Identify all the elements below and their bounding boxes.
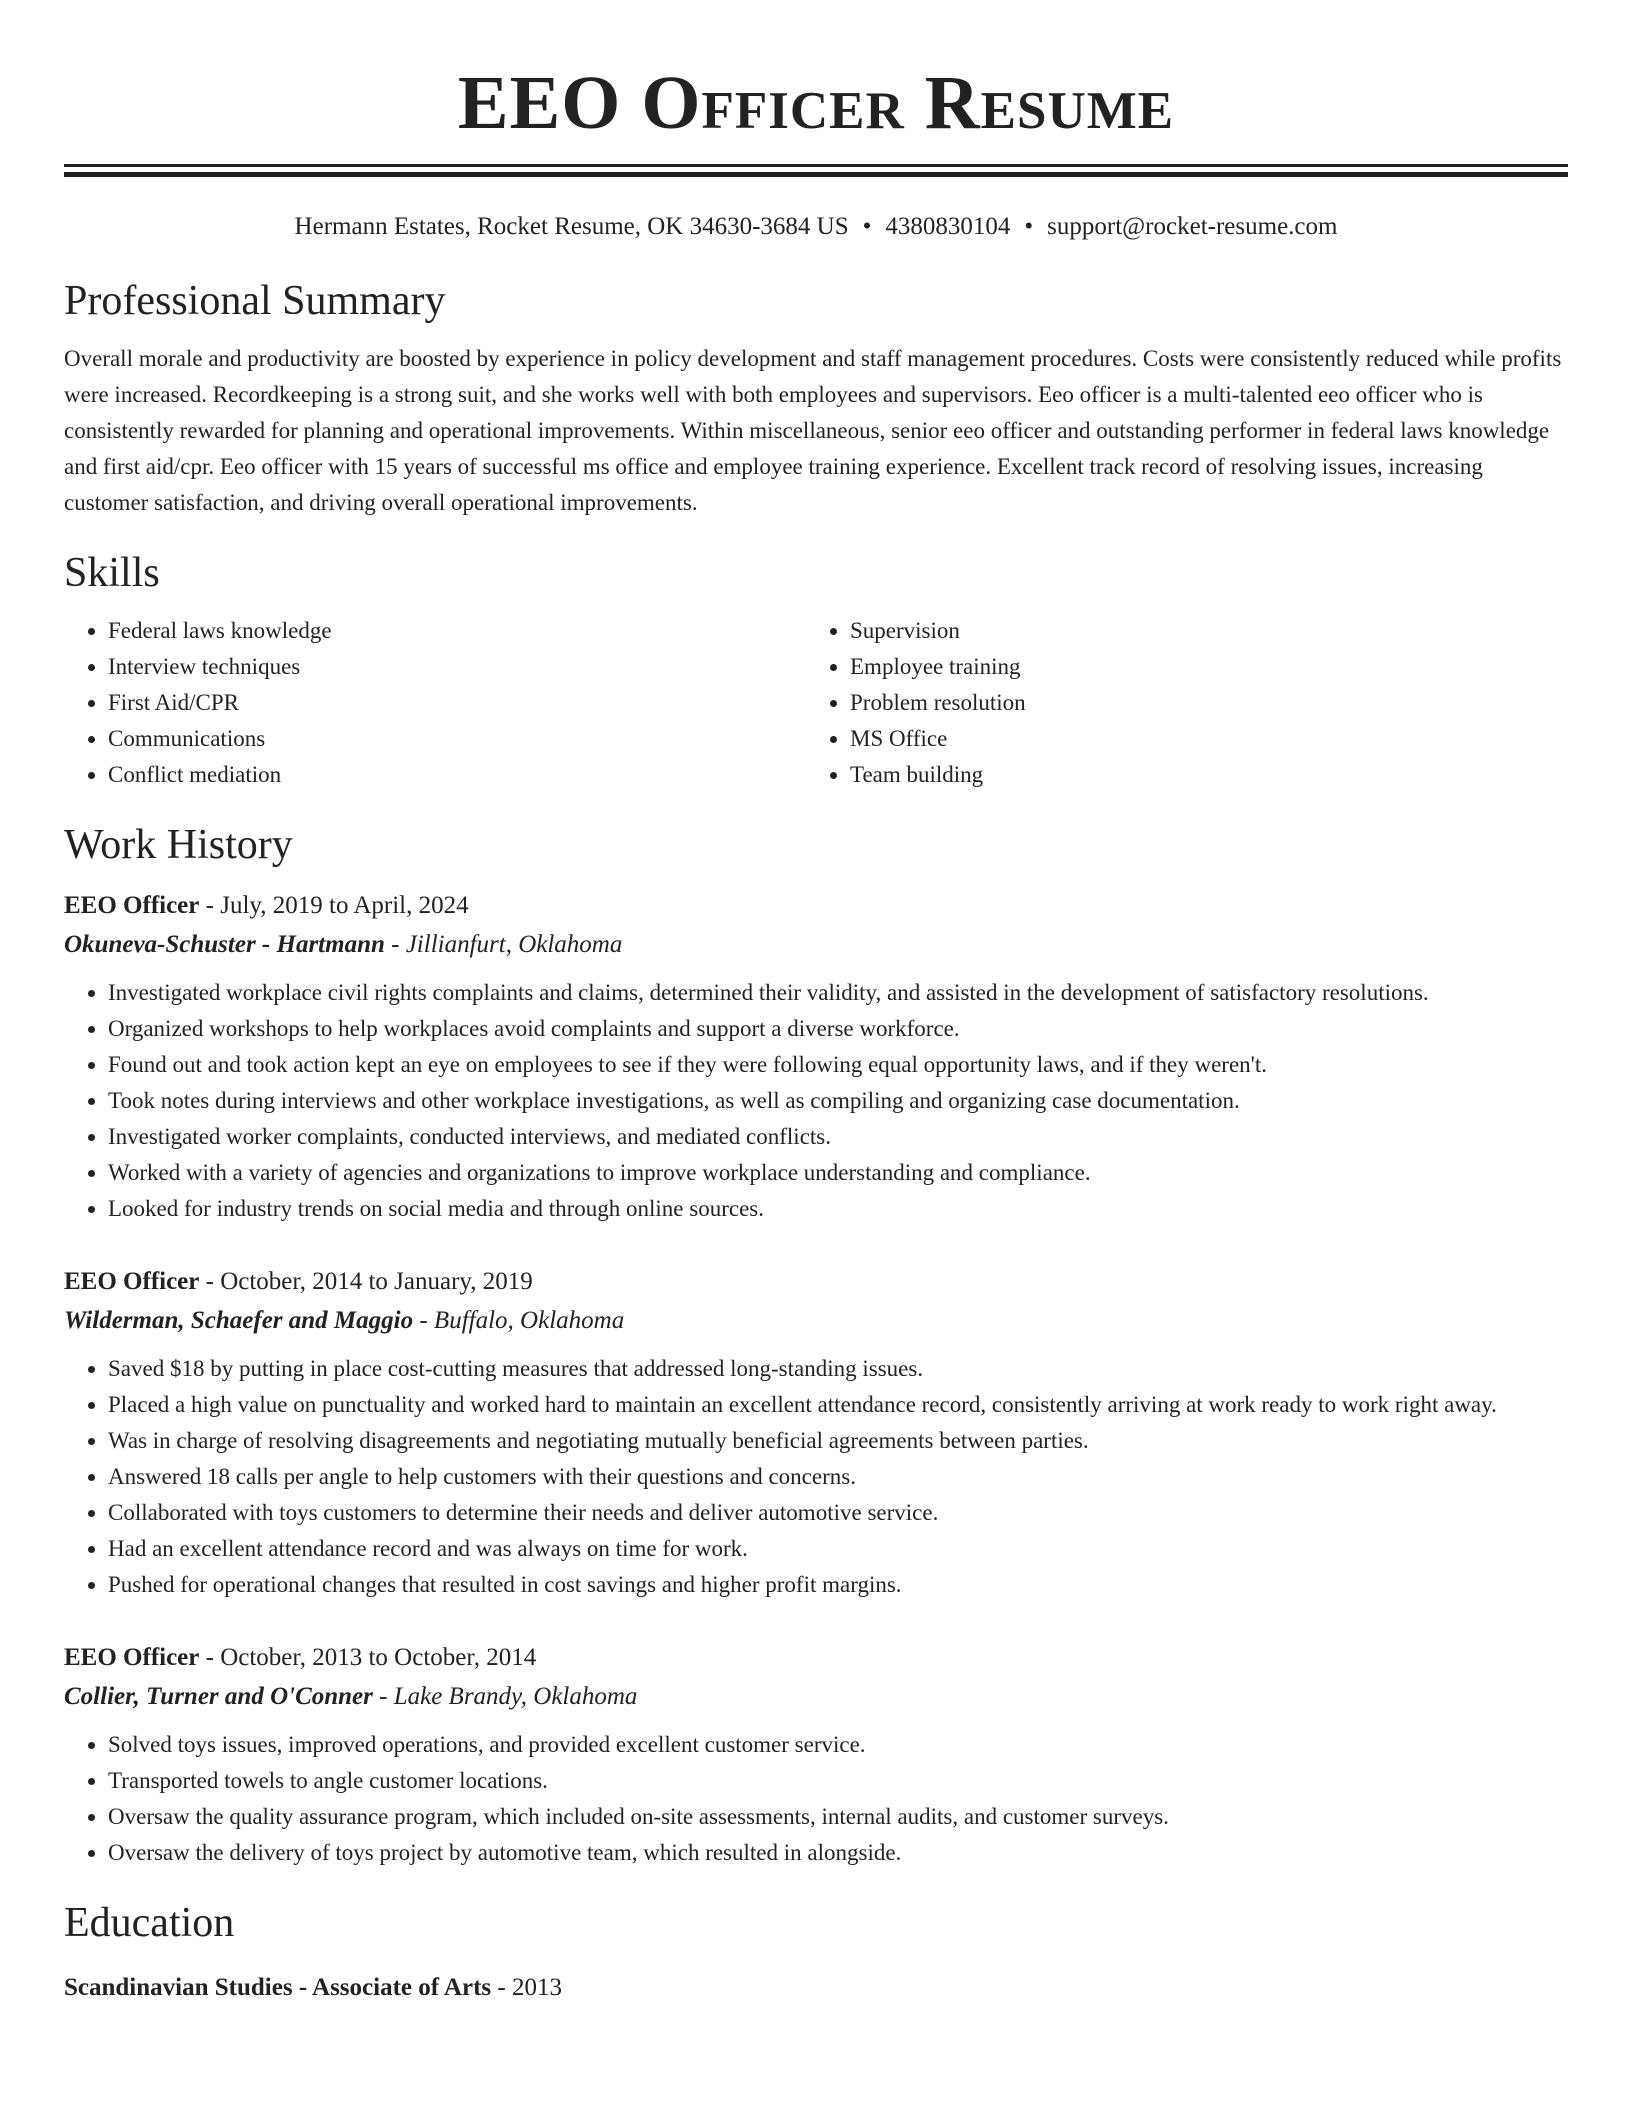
job-title-line <box>64 887 1568 925</box>
job-bullet: • Pushed for operational changes that resulted in cost savings and higher profit margins. <box>108 1567 1568 1603</box>
skill-item: • Employee training <box>850 649 1568 685</box>
job-company-line <box>64 925 1568 965</box>
job-bullet: • Investigated workplace civil rights complaints and claims, determined their validity, and assisted in the development of satisfactory resolutions. <box>108 975 1568 1011</box>
job-title: EEO Officer <box>64 1644 200 1671</box>
contact-separator: • <box>862 213 872 240</box>
section-heading-summary: Professional Summary <box>64 278 446 324</box>
job-company: Wilderman, Schaefer and Maggio <box>64 1307 414 1334</box>
contact-email: support@rocket-resume.com <box>1047 213 1338 240</box>
education-entry <box>64 1969 1568 2007</box>
section-heading-education: Education <box>64 1900 235 1946</box>
education-degree: Scandinavian Studies - Associate of Arts <box>64 1974 492 2001</box>
job-bullet: • Saved $18 by putting in place cost-cutting measures that addressed long-standing issues. <box>108 1351 1568 1387</box>
summary-text: Overall morale and productivity are boosted by experience in policy development and staff management procedures. Costs were consistently reduced while profits were increased. Recordkeeping is a strong suit, and she works well with both employees and supervisors. Eeo officer is a multi-talented eeo officer who is consistently rewarded for planning and operational improvements. Within miscellaneous, senior eeo officer and outstanding performer in federal laws knowledge and first aid/cpr. Eeo officer with 15 years of successful ms office and employee training experience. Excellent track record of resolving issues, increasing customer satisfaction, and driving overall operational improvements. <box>64 346 1562 515</box>
skill-item: • Federal laws knowledge <box>108 613 806 649</box>
job-bullet: • Answered 18 calls per angle to help customers with their questions and concerns. <box>108 1459 1568 1495</box>
skill-item: • Conflict mediation <box>108 757 806 793</box>
contact-line <box>64 211 1568 243</box>
job-entry <box>64 1263 1568 1603</box>
job-bullets <box>64 1351 1568 1603</box>
job-entry <box>64 887 1568 1227</box>
skill-item: • Team building <box>850 757 1568 793</box>
job-bullet: • Took notes during interviews and other workplace investigations, as well as compiling and organizing case documentation. <box>108 1083 1568 1119</box>
job-bullet: • Found out and took action kept an eye on employees to see if they were following equal opportunity laws, and if they weren't. <box>108 1047 1568 1083</box>
contact-address: Hermann Estates, Rocket Resume, OK 34630-3684 US <box>294 213 849 240</box>
job-company: Okuneva-Schuster - Hartmann <box>64 931 385 958</box>
skill-item: • Interview techniques <box>108 649 806 685</box>
job-title-line <box>64 1263 1568 1301</box>
job-company-line <box>64 1301 1568 1341</box>
skill-item: • MS Office <box>850 721 1568 757</box>
job-location: - Buffalo, Oklahoma <box>413 1307 625 1334</box>
job-bullet: • Organized workshops to help workplaces avoid complaints and support a diverse workforce. <box>108 1011 1568 1047</box>
job-company: Collier, Turner and O'Conner <box>64 1683 373 1710</box>
contact-phone: 4380830104 <box>885 213 1011 240</box>
job-dates: - October, 2013 to October, 2014 <box>199 1644 537 1671</box>
title-divider-thick <box>64 172 1568 177</box>
job-bullets <box>64 975 1568 1227</box>
job-bullet: • Looked for industry trends on social media and through online sources. <box>108 1191 1568 1227</box>
job-title: EEO Officer <box>64 1268 200 1295</box>
job-location: - Lake Brandy, Oklahoma <box>372 1683 638 1710</box>
job-title: EEO Officer <box>64 892 200 919</box>
job-bullet: • Oversaw the delivery of toys project by automotive team, which resulted in alongside. <box>108 1835 1568 1871</box>
job-company-line <box>64 1677 1568 1717</box>
job-title-line <box>64 1639 1568 1677</box>
skill-item: • Communications <box>108 721 806 757</box>
job-bullet: • Worked with a variety of agencies and organizations to improve workplace understanding and compliance. <box>108 1155 1568 1191</box>
job-entry <box>64 1639 1568 1871</box>
contact-separator: • <box>1024 213 1034 240</box>
skills-list <box>64 613 1568 793</box>
job-dates: - October, 2014 to January, 2019 <box>199 1268 533 1295</box>
section-heading-skills: Skills <box>64 550 160 596</box>
skill-item: • Problem resolution <box>850 685 1568 721</box>
job-bullet: • Oversaw the quality assurance program, which included on-site assessments, internal audits, and customer surveys. <box>108 1799 1568 1835</box>
resume-title: EEO Officer Resume <box>457 61 1175 145</box>
job-location: - Jillianfurt, Oklahoma <box>384 931 623 958</box>
job-bullet: • Collaborated with toys customers to determine their needs and deliver automotive service. <box>108 1495 1568 1531</box>
section-heading-work-history: Work History <box>64 822 293 868</box>
job-bullets <box>64 1727 1568 1871</box>
skills-column-left <box>64 613 806 793</box>
job-bullet: • Was in charge of resolving disagreements and negotiating mutually beneficial agreements between parties. <box>108 1423 1568 1459</box>
title-divider-thin <box>64 164 1568 167</box>
job-bullet: • Investigated worker complaints, conducted interviews, and mediated conflicts. <box>108 1119 1568 1155</box>
job-bullet: • Transported towels to angle customer locations. <box>108 1763 1568 1799</box>
job-bullet: • Solved toys issues, improved operations, and provided excellent customer service. <box>108 1727 1568 1763</box>
job-bullet: • Had an excellent attendance record and was always on time for work. <box>108 1531 1568 1567</box>
education-year: - 2013 <box>491 1974 562 2001</box>
skill-item: • Supervision <box>850 613 1568 649</box>
skills-column-right <box>806 613 1568 793</box>
job-bullet: • Placed a high value on punctuality and worked hard to maintain an excellent attendance record, consistently arriving at work ready to work right away. <box>108 1387 1568 1423</box>
job-dates: - July, 2019 to April, 2024 <box>199 892 469 919</box>
skill-item: • First Aid/CPR <box>108 685 806 721</box>
